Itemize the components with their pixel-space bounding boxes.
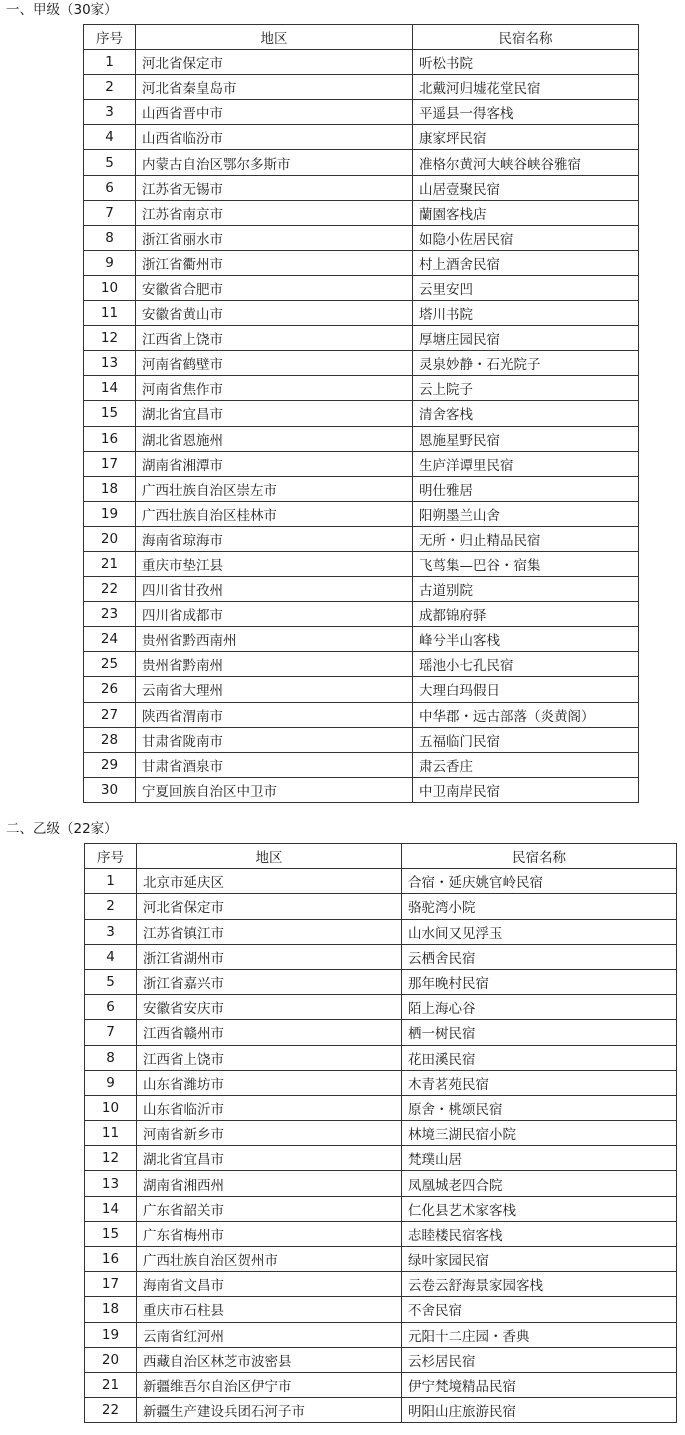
cell-homestay-name: 明阳山庄旅游民宿 xyxy=(402,1398,677,1423)
table-row xyxy=(84,652,639,677)
cell-region: 河北省秦皇岛市 xyxy=(136,75,413,100)
cell-index: 11 xyxy=(85,1121,137,1146)
cell-index: 3 xyxy=(85,919,137,944)
table-row xyxy=(85,1297,677,1322)
cell-index: 21 xyxy=(84,551,136,576)
cell-index: 9 xyxy=(85,1070,137,1095)
cell-homestay-name: 志睦楼民宿客栈 xyxy=(402,1221,677,1246)
table-row xyxy=(84,677,639,702)
cell-index: 1 xyxy=(85,869,137,894)
table-row xyxy=(85,969,677,994)
cell-region: 湖南省湘潭市 xyxy=(136,451,413,476)
cell-region: 广西壮族自治区崇左市 xyxy=(136,476,413,501)
cell-index: 10 xyxy=(85,1095,137,1120)
cell-index: 20 xyxy=(85,1347,137,1372)
cell-index: 28 xyxy=(84,727,136,752)
cell-region: 安徽省黄山市 xyxy=(136,301,413,326)
table-row xyxy=(84,150,639,175)
cell-homestay-name: 瑶池小七孔民宿 xyxy=(413,652,639,677)
cell-homestay-name: 准格尔黄河大峡谷峡谷雅宿 xyxy=(413,150,639,175)
table-row xyxy=(85,1020,677,1045)
cell-region: 江西省上饶市 xyxy=(136,326,413,351)
table-row xyxy=(85,869,677,894)
table-grade-a xyxy=(83,24,639,803)
cell-region: 贵州省黔南州 xyxy=(136,652,413,677)
cell-homestay-name: 花田溪民宿 xyxy=(402,1045,677,1070)
table-row xyxy=(85,944,677,969)
cell-index: 16 xyxy=(85,1247,137,1272)
cell-index: 8 xyxy=(85,1045,137,1070)
cell-region: 新疆维吾尔自治区伊宁市 xyxy=(137,1372,402,1397)
cell-index: 5 xyxy=(85,969,137,994)
cell-index: 7 xyxy=(85,1020,137,1045)
cell-homestay-name: 平遥县一得客栈 xyxy=(413,100,639,125)
cell-region: 海南省文昌市 xyxy=(137,1272,402,1297)
cell-homestay-name: 明仕雅居 xyxy=(413,476,639,501)
cell-region: 陕西省渭南市 xyxy=(136,702,413,727)
cell-homestay-name: 恩施星野民宿 xyxy=(413,426,639,451)
cell-homestay-name: 蘭園客栈店 xyxy=(413,200,639,225)
cell-homestay-name: 无所・归止精品民宿 xyxy=(413,526,639,551)
cell-homestay-name: 那年晚村民宿 xyxy=(402,969,677,994)
cell-region: 山东省临沂市 xyxy=(137,1095,402,1120)
cell-index: 8 xyxy=(84,225,136,250)
cell-homestay-name: 元阳十二庄园・香典 xyxy=(402,1322,677,1347)
cell-region: 云南省大理州 xyxy=(136,677,413,702)
cell-homestay-name: 凤凰城老四合院 xyxy=(402,1171,677,1196)
cell-region: 江苏省南京市 xyxy=(136,200,413,225)
cell-index: 10 xyxy=(84,275,136,300)
cell-index: 12 xyxy=(84,326,136,351)
cell-homestay-name: 不舍民宿 xyxy=(402,1297,677,1322)
table-row xyxy=(84,225,639,250)
cell-index: 9 xyxy=(84,250,136,275)
cell-region: 重庆市垫江县 xyxy=(136,551,413,576)
table-row xyxy=(84,75,639,100)
table-row xyxy=(85,995,677,1020)
table-row xyxy=(84,602,639,627)
table-row xyxy=(84,577,639,602)
cell-region: 河南省焦作市 xyxy=(136,376,413,401)
cell-homestay-name: 如隐小佐居民宿 xyxy=(413,225,639,250)
cell-region: 河南省新乡市 xyxy=(137,1121,402,1146)
header-index: 序号 xyxy=(84,25,136,50)
table-row xyxy=(84,125,639,150)
table-row xyxy=(85,1398,677,1423)
table-row xyxy=(84,526,639,551)
cell-index: 17 xyxy=(84,451,136,476)
header-index: 序号 xyxy=(85,844,137,869)
cell-index: 29 xyxy=(84,752,136,777)
table-row xyxy=(85,1045,677,1070)
cell-region: 浙江省衢州市 xyxy=(136,250,413,275)
cell-homestay-name: 山水间又见浮玉 xyxy=(402,919,677,944)
cell-index: 4 xyxy=(84,125,136,150)
cell-homestay-name: 陌上海心谷 xyxy=(402,995,677,1020)
cell-index: 26 xyxy=(84,677,136,702)
cell-index: 4 xyxy=(85,944,137,969)
cell-homestay-name: 康家坪民宿 xyxy=(413,125,639,150)
cell-index: 20 xyxy=(84,526,136,551)
table-row xyxy=(85,1372,677,1397)
cell-homestay-name: 栖一树民宿 xyxy=(402,1020,677,1045)
cell-region: 江西省上饶市 xyxy=(137,1045,402,1070)
table-row xyxy=(84,100,639,125)
table-row xyxy=(84,301,639,326)
table-row xyxy=(85,1322,677,1347)
cell-homestay-name: 生庐洋谭里民宿 xyxy=(413,451,639,476)
table-row xyxy=(84,275,639,300)
cell-index: 1 xyxy=(84,50,136,75)
cell-index: 11 xyxy=(84,301,136,326)
cell-region: 江西省赣州市 xyxy=(137,1020,402,1045)
cell-region: 贵州省黔西南州 xyxy=(136,627,413,652)
cell-region: 内蒙古自治区鄂尔多斯市 xyxy=(136,150,413,175)
cell-region: 安徽省安庆市 xyxy=(137,995,402,1020)
cell-index: 14 xyxy=(85,1196,137,1221)
table-row xyxy=(85,919,677,944)
cell-homestay-name: 伊宁梵境精品民宿 xyxy=(402,1372,677,1397)
table-header-row xyxy=(84,25,639,50)
table-row xyxy=(85,1196,677,1221)
cell-index: 13 xyxy=(85,1171,137,1196)
table-row xyxy=(84,476,639,501)
cell-homestay-name: 飞茑集—巴谷・宿集 xyxy=(413,551,639,576)
cell-index: 3 xyxy=(84,100,136,125)
cell-region: 江苏省无锡市 xyxy=(136,175,413,200)
cell-index: 5 xyxy=(84,150,136,175)
cell-region: 广西壮族自治区贺州市 xyxy=(137,1247,402,1272)
table-row xyxy=(84,426,639,451)
cell-homestay-name: 古道别院 xyxy=(413,577,639,602)
table-row xyxy=(85,1247,677,1272)
cell-region: 宁夏回族自治区中卫市 xyxy=(136,777,413,802)
cell-region: 江苏省镇江市 xyxy=(137,919,402,944)
cell-homestay-name: 成都锦府驿 xyxy=(413,602,639,627)
cell-homestay-name: 峰兮半山客栈 xyxy=(413,627,639,652)
table-row xyxy=(85,1171,677,1196)
cell-homestay-name: 林境三湖民宿小院 xyxy=(402,1121,677,1146)
table-row xyxy=(84,727,639,752)
cell-homestay-name: 云卷云舒海景家园客栈 xyxy=(402,1272,677,1297)
cell-homestay-name: 云里安凹 xyxy=(413,275,639,300)
header-name: 民宿名称 xyxy=(402,844,677,869)
cell-region: 北京市延庆区 xyxy=(137,869,402,894)
cell-homestay-name: 绿叶家园民宿 xyxy=(402,1247,677,1272)
table-row xyxy=(84,501,639,526)
cell-region: 广东省梅州市 xyxy=(137,1221,402,1246)
cell-homestay-name: 大理白玛假日 xyxy=(413,677,639,702)
cell-index: 30 xyxy=(84,777,136,802)
cell-homestay-name: 五福临门民宿 xyxy=(413,727,639,752)
cell-homestay-name: 塔川书院 xyxy=(413,301,639,326)
cell-homestay-name: 云栖舍民宿 xyxy=(402,944,677,969)
cell-homestay-name: 肃云香庄 xyxy=(413,752,639,777)
table-row xyxy=(84,50,639,75)
table-row xyxy=(84,551,639,576)
cell-homestay-name: 木青茗苑民宿 xyxy=(402,1070,677,1095)
cell-index: 19 xyxy=(85,1322,137,1347)
table-row xyxy=(84,451,639,476)
cell-index: 21 xyxy=(85,1372,137,1397)
table-row xyxy=(84,250,639,275)
header-name: 民宿名称 xyxy=(413,25,639,50)
cell-homestay-name: 中华郡・远古部落（炎黄阁） xyxy=(413,702,639,727)
cell-homestay-name: 合宿・延庆姚官岭民宿 xyxy=(402,869,677,894)
cell-homestay-name: 村上酒舍民宿 xyxy=(413,250,639,275)
section-a-title: 一、甲级（30家） xyxy=(6,2,118,18)
cell-region: 浙江省湖州市 xyxy=(137,944,402,969)
cell-index: 16 xyxy=(84,426,136,451)
section-b-title: 二、乙级（22家） xyxy=(6,821,118,837)
cell-index: 2 xyxy=(84,75,136,100)
cell-region: 甘肃省陇南市 xyxy=(136,727,413,752)
table-grade-b xyxy=(84,843,677,1423)
cell-region: 海南省琼海市 xyxy=(136,526,413,551)
header-region: 地区 xyxy=(136,25,413,50)
table-row xyxy=(84,175,639,200)
table-row xyxy=(84,752,639,777)
cell-index: 19 xyxy=(84,501,136,526)
cell-region: 河南省鹤壁市 xyxy=(136,351,413,376)
cell-homestay-name: 阳朔墨兰山舍 xyxy=(413,501,639,526)
cell-region: 广西壮族自治区桂林市 xyxy=(136,501,413,526)
table-row xyxy=(84,326,639,351)
cell-index: 23 xyxy=(84,602,136,627)
cell-index: 13 xyxy=(84,351,136,376)
table-row xyxy=(84,200,639,225)
table-row xyxy=(85,1121,677,1146)
cell-homestay-name: 山居壹聚民宿 xyxy=(413,175,639,200)
cell-index: 24 xyxy=(84,627,136,652)
cell-index: 27 xyxy=(84,702,136,727)
header-region: 地区 xyxy=(137,844,402,869)
cell-region: 广东省韶关市 xyxy=(137,1196,402,1221)
table-row xyxy=(84,777,639,802)
cell-homestay-name: 听松书院 xyxy=(413,50,639,75)
cell-region: 浙江省丽水市 xyxy=(136,225,413,250)
cell-homestay-name: 仁化县艺术家客栈 xyxy=(402,1196,677,1221)
cell-homestay-name: 云上院子 xyxy=(413,376,639,401)
cell-index: 22 xyxy=(84,577,136,602)
cell-region: 湖南省湘西州 xyxy=(137,1171,402,1196)
table-row xyxy=(85,1146,677,1171)
cell-region: 湖北省宜昌市 xyxy=(137,1146,402,1171)
cell-region: 四川省甘孜州 xyxy=(136,577,413,602)
cell-index: 6 xyxy=(84,175,136,200)
cell-homestay-name: 云杉居民宿 xyxy=(402,1347,677,1372)
cell-region: 湖北省宜昌市 xyxy=(136,401,413,426)
cell-homestay-name: 原舍・桃颂民宿 xyxy=(402,1095,677,1120)
cell-region: 山东省潍坊市 xyxy=(137,1070,402,1095)
cell-index: 14 xyxy=(84,376,136,401)
cell-region: 西藏自治区林芝市波密县 xyxy=(137,1347,402,1372)
table-header-row xyxy=(85,844,677,869)
cell-region: 河北省保定市 xyxy=(137,894,402,919)
table-row xyxy=(84,702,639,727)
table-row xyxy=(84,627,639,652)
cell-index: 7 xyxy=(84,200,136,225)
cell-region: 四川省成都市 xyxy=(136,602,413,627)
table-row xyxy=(85,1095,677,1120)
cell-region: 云南省红河州 xyxy=(137,1322,402,1347)
cell-homestay-name: 骆驼湾小院 xyxy=(402,894,677,919)
table-row xyxy=(84,401,639,426)
cell-region: 山西省临汾市 xyxy=(136,125,413,150)
table-row xyxy=(84,376,639,401)
cell-homestay-name: 厚塘庄园民宿 xyxy=(413,326,639,351)
cell-region: 湖北省恩施州 xyxy=(136,426,413,451)
table-row xyxy=(85,894,677,919)
cell-region: 甘肃省酒泉市 xyxy=(136,752,413,777)
cell-index: 12 xyxy=(85,1146,137,1171)
cell-region: 山西省晋中市 xyxy=(136,100,413,125)
cell-homestay-name: 梵璞山居 xyxy=(402,1146,677,1171)
cell-index: 15 xyxy=(84,401,136,426)
cell-index: 22 xyxy=(85,1398,137,1423)
table-row xyxy=(85,1272,677,1297)
table-row xyxy=(84,351,639,376)
cell-index: 6 xyxy=(85,995,137,1020)
table-row xyxy=(85,1221,677,1246)
table-row xyxy=(85,1070,677,1095)
cell-index: 17 xyxy=(85,1272,137,1297)
table-row xyxy=(85,1347,677,1372)
cell-region: 安徽省合肥市 xyxy=(136,275,413,300)
cell-region: 浙江省嘉兴市 xyxy=(137,969,402,994)
cell-region: 河北省保定市 xyxy=(136,50,413,75)
cell-index: 18 xyxy=(85,1297,137,1322)
cell-homestay-name: 中卫南岸民宿 xyxy=(413,777,639,802)
cell-region: 重庆市石柱县 xyxy=(137,1297,402,1322)
cell-index: 18 xyxy=(84,476,136,501)
cell-homestay-name: 灵泉妙静・石光院子 xyxy=(413,351,639,376)
cell-homestay-name: 清舍客栈 xyxy=(413,401,639,426)
cell-region: 新疆生产建设兵团石河子市 xyxy=(137,1398,402,1423)
cell-index: 25 xyxy=(84,652,136,677)
cell-homestay-name: 北戴河归墟花堂民宿 xyxy=(413,75,639,100)
cell-index: 15 xyxy=(85,1221,137,1246)
cell-index: 2 xyxy=(85,894,137,919)
